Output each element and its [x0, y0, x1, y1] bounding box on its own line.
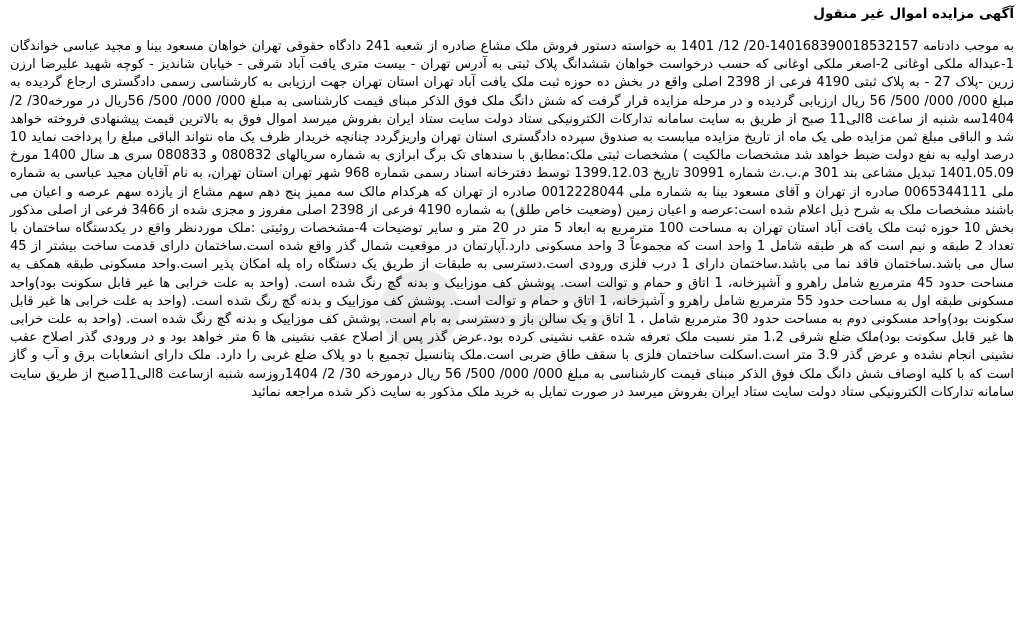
notice-body: به موجب دادنامه 140168390018532157-20/ 12/ 1401 به خواسته دستور فروش ملک مشاع صادره از شعبه 241 دادگاه حقوقی تهران خواهان مسعود بینا و مجید عباسی خواندگان 1-عبداله ملکی اوغانی 2-اصغر ملکی اوغانی که حسب درخواست خواهان ششدانگ پلاک ثبتی به آدرس تهران - بیست متری یافت آباد شرقی - خیابان شاندیز - کوچه شهید علیرضا ارزن زرین -پلاک 27 - به پلاک ثبتی 4190 فرعی از 2398 اصلی واقع در بخش ده حوزه ثبت ملک یافت آباد تهران استان تهران جهت ارزیابی به کارشناسی رسمی دادگستری ارجاع گردیده به مبلغ 000/ 000/ 500/ 56 ریال ارزیابی گردیده و در مرحله مزایده قرار گرفت که شش دانگ ملک فوق الذکر مبنای قیمت کارشناسی به مبلغ 000/ 000/ 500/ 56ریال در مورخه30/ 2/ 1404سه شنبه از ساعت 8الی11 صبح از طریق به سایت سامانه تدارکات الکترونیکی ستاد دولت سایت ستاد ایران بفروش میرسد اموال فوق به بالاترین قیمت پیشنهادی فروخته خواهد شد و الباقی مبلغ ثمن مزایده طی یک ماه از تاریخ مزایده میابست به صندوق سپرده دادگستری استان تهران واریزگردد چنانچه خریدار ظرف یک ماه نتواند الباقی مبلغ را پرداخت نماید 10 درصد اولیه به نفع دولت ضبط خواهد شد مشخصات مالکیت ) مشخصات ثبتی ملک:مطابق با سندهای تک برگ ابرازی به شماره سریالهای 080832 و 080833 سری هـ سال 1400 مورخ 1401.05.09 تبدیل مشاعی بند 301 م.ب.ث شماره 30991 تاریخ 1399.12.03 توسط دفترخانه اسناد رسمی شماره 968 شهر تهران استان تهران، به نام آقایان مجید عباسی به شماره ملی 0065344111 صادره از تهران و آقای مسعود بینا به شماره ملی 0012228044 صادره از تهران که هرکدام مالک سه ممیز پنج دهم سهم مشاع از یازده سهم عرصه و اعیان می باشند مشخصات ملک به شرح ذیل اعلام شده است:عرصه و اعیان زمین (وضعیت خاص طلق) به شماره 4190 فرعی از 2398 اصلی مفروز و مجزی شده از 3466 فرعی از اصلی مذکور بخش 10 حوزه ثبت ملک یافت آباد استان تهران به مساحت 100 مترمربع به ابعاد 5 متر در 20 متر و سایر توضیحات 4-مشخصات روئیتی :ملک موردنظر واقع در یکدستگاه ساختمان با تعداد 2 طبقه و نیم است که هر طبقه شامل 1 واحد است که مجموعاً 3 واحد مسکونی دارد.آپارتمان در موقعیت شمال گذر واقع شده است.ساختمان دارای قدمت ساخت بیشتر از 45 سال می باشد.ساختمان فاقد نما می باشد.ساختمان دارای 1 درب فلزی ورودی است.دسترسی به طبقات از طریق یک دستگاه راه پله امکان پذیر است.واحد مسکونی طبقه همکف به مساحت حدود 45 مترمربع شامل راهرو و آشپزخانه، 1 اتاق و حمام و توالت است. پوشش کف موزاییک و بدنه گچ رنگ شده است. (واحد به علت خرابی ها غیر قابل سکونت بود)واحد مسکونی طبقه اول به مساحت حدود 55 مترمربع شامل راهرو و آشپزخانه، 1 اتاق و حمام و توالت است. پوشش کف موزاییک و بدنه گچ رنگ شده است. (واحد به علت خرابی ها غیر قابل سکونت بود)واحد مسکونی دوم به مساحت حدود 30 مترمربع شامل ، 1 اتاق و یک سالن باز و دسترسی به بام است. پوشش کف موزاییک و بدنه گچ رنگ شده است. (واحد به علت خرابی ها غیر قابل سکونت بود)ملک ضلع شرقی 1.2 متر نسبت ملک تعرفه شده عقب نشینی کرده بود.عرض گذر پس از اصلاح عقب نشینی ها 6 متر خواهد بود و در ورودی گذر اصلاح عقب نشینی انجام نشده و عرض گذر 3.9 متر است.اسکلت ساختمان فلزی با سقف طاق ضربی است.ملک پتانسیل تجمیع با دو پلاک ضلع غربی را دارد. ملک دارای انشعابات برق و آب و گاز است که با کلیه اوصاف شش دانگ ملک فوق الذکر مبنای قیمت کارشناسی به مبلغ 000/ 000/ 500/ 56 ریال درمورخه 30/ 2/ 1404روزسه شنبه ازساعت 8الی11صبح از طریق سایت سامانه تدارکات الکترونیکی ستاد دولت سایت ستاد ایران بفروش میرسد در صورت تمایل به خرید ملک مذکور به سایت ذکر شده مراجعه نمائید	[10, 39, 1015, 400]
notice-title: آگهی مزایده اموال غیر منقول	[813, 6, 1014, 22]
